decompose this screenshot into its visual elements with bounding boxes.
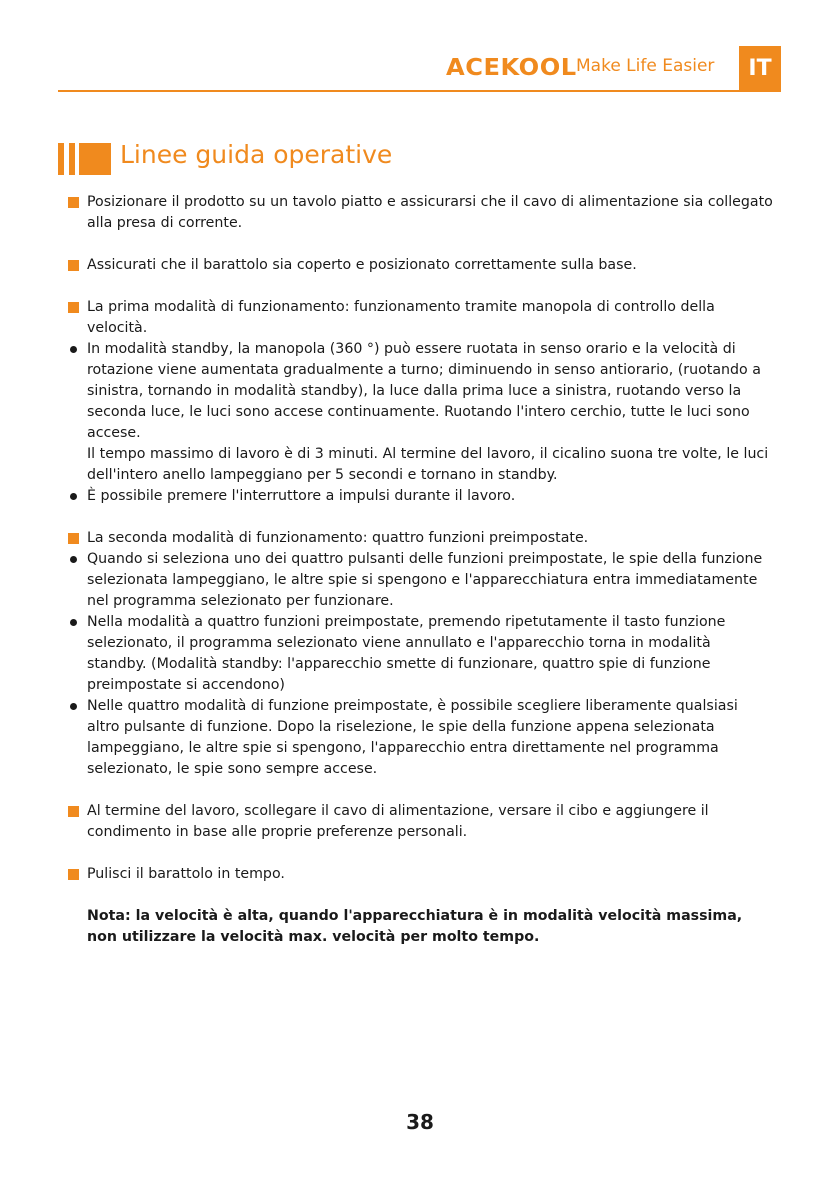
bullet-dot-icon (70, 619, 77, 626)
section-heading (68, 528, 774, 549)
orange-square-bullet-icon (68, 197, 79, 208)
brand-tagline: Make Life Easier (576, 56, 715, 76)
guidelines-content (68, 192, 774, 948)
orange-square-bullet-icon (68, 806, 79, 817)
orange-square-bullet-icon (68, 302, 79, 313)
list-item (68, 696, 774, 780)
section-heading-text: Assicurati che il barattolo sia coperto e posizionato correttamente sulla base. (87, 257, 637, 273)
list-item-text: Quando si seleziona uno dei quattro pulsanti delle funzioni preimpostate, le spie della funzione selezionata lampeggiano, le altre spie si spengono e l'apparecchiatura entra immediatamente nel programma selezionato per funzionare. (87, 551, 763, 609)
list-item (68, 486, 774, 507)
orange-square-bullet-icon (68, 533, 79, 544)
list-item (68, 339, 774, 486)
bullet-dot-icon (70, 493, 77, 500)
deco-bar (69, 143, 75, 175)
header-divider (58, 90, 781, 92)
bullet-dot-icon (70, 346, 77, 353)
orange-square-bullet-icon (68, 260, 79, 271)
brand-logo: ACEKOOL (446, 55, 577, 81)
list-item-text: In modalità standby, la manopola (360 °) può essere ruotata in senso orario e la velocità di rotazione viene aumentata gradualmente a turno; diminuendo in senso antiorario, (ruotando a sinistra, tornando in modalità standby), la luce dalla prima luce a sinistra, ruotando verso la seconda luce, le luci sono accese continuamente. Ruotando l'intero cerchio, tutte le luci sono accese. Il tempo massimo di lavoro è di 3 minuti. Al termine del lavoro, il cicalino suona tre volte, le luci dell'intero anello lampeggiano per 5 secondi e tornano in standby. (87, 341, 769, 483)
section-heading-text: La seconda modalità di funzionamento: quattro funzioni preimpostate. (87, 530, 589, 546)
section-placement (68, 192, 774, 234)
deco-square (79, 143, 111, 175)
section-mode-one (68, 297, 774, 507)
section-mode-two (68, 528, 774, 780)
bullet-dot-icon (70, 556, 77, 563)
page-header (0, 0, 840, 92)
section-heading-text: La prima modalità di funzionamento: funzionamento tramite manopola di controllo della velocità. (87, 299, 715, 336)
section-heading-text: Pulisci il barattolo in tempo. (87, 866, 285, 882)
list-item (68, 612, 774, 696)
language-tab: IT (739, 46, 781, 91)
section-heading (68, 192, 774, 234)
bullet-dot-icon (70, 703, 77, 710)
section-heading-text: Posizionare il prodotto su un tavolo piatto e assicurarsi che il cavo di alimentazione sia collegato alla presa di corrente. (87, 194, 773, 231)
list-item (68, 549, 774, 612)
section-end-of-work (68, 801, 774, 843)
list-item-text: Nelle quattro modalità di funzione preimpostate, è possibile scegliere liberamente qualsiasi altro pulsante di funzione. Dopo la riselezione, le spie della funzione appena selezionata lampeggiano, le altre spie si spengono, l'apparecchio entra direttamente nel programma selezionato, le spie sono sempre accese. (87, 698, 738, 777)
section-jar-check (68, 255, 774, 276)
list-item-text: Nella modalità a quattro funzioni preimpostate, premendo ripetutamente il tasto funzione selezionato, il programma selezionato viene annullato e l'apparecchio torna in modalità standby. (Modalità standby: l'apparecchio smette di funzionare, quattro spie di funzione preimpostate si accendono) (87, 614, 726, 693)
list-item-text: È possibile premere l'interruttore a impulsi durante il lavoro. (87, 488, 516, 504)
section-heading (68, 255, 774, 276)
deco-bar (58, 143, 64, 175)
section-heading (68, 864, 774, 885)
orange-square-bullet-icon (68, 869, 79, 880)
section-heading-text: Al termine del lavoro, scollegare il cavo di alimentazione, versare il cibo e aggiungere il condimento in base alle proprie preferenze personali. (87, 803, 709, 840)
page-title: Linee guida operative (120, 140, 393, 169)
section-cleaning (68, 864, 774, 885)
section-heading (68, 297, 774, 339)
speed-warning-note: Nota: la velocità è alta, quando l'apparecchiatura è in modalità velocità massima, non utilizzare la velocità max. velocità per molto tempo. (87, 908, 743, 945)
section-heading (68, 801, 774, 843)
page-number: 38 (406, 1110, 434, 1134)
